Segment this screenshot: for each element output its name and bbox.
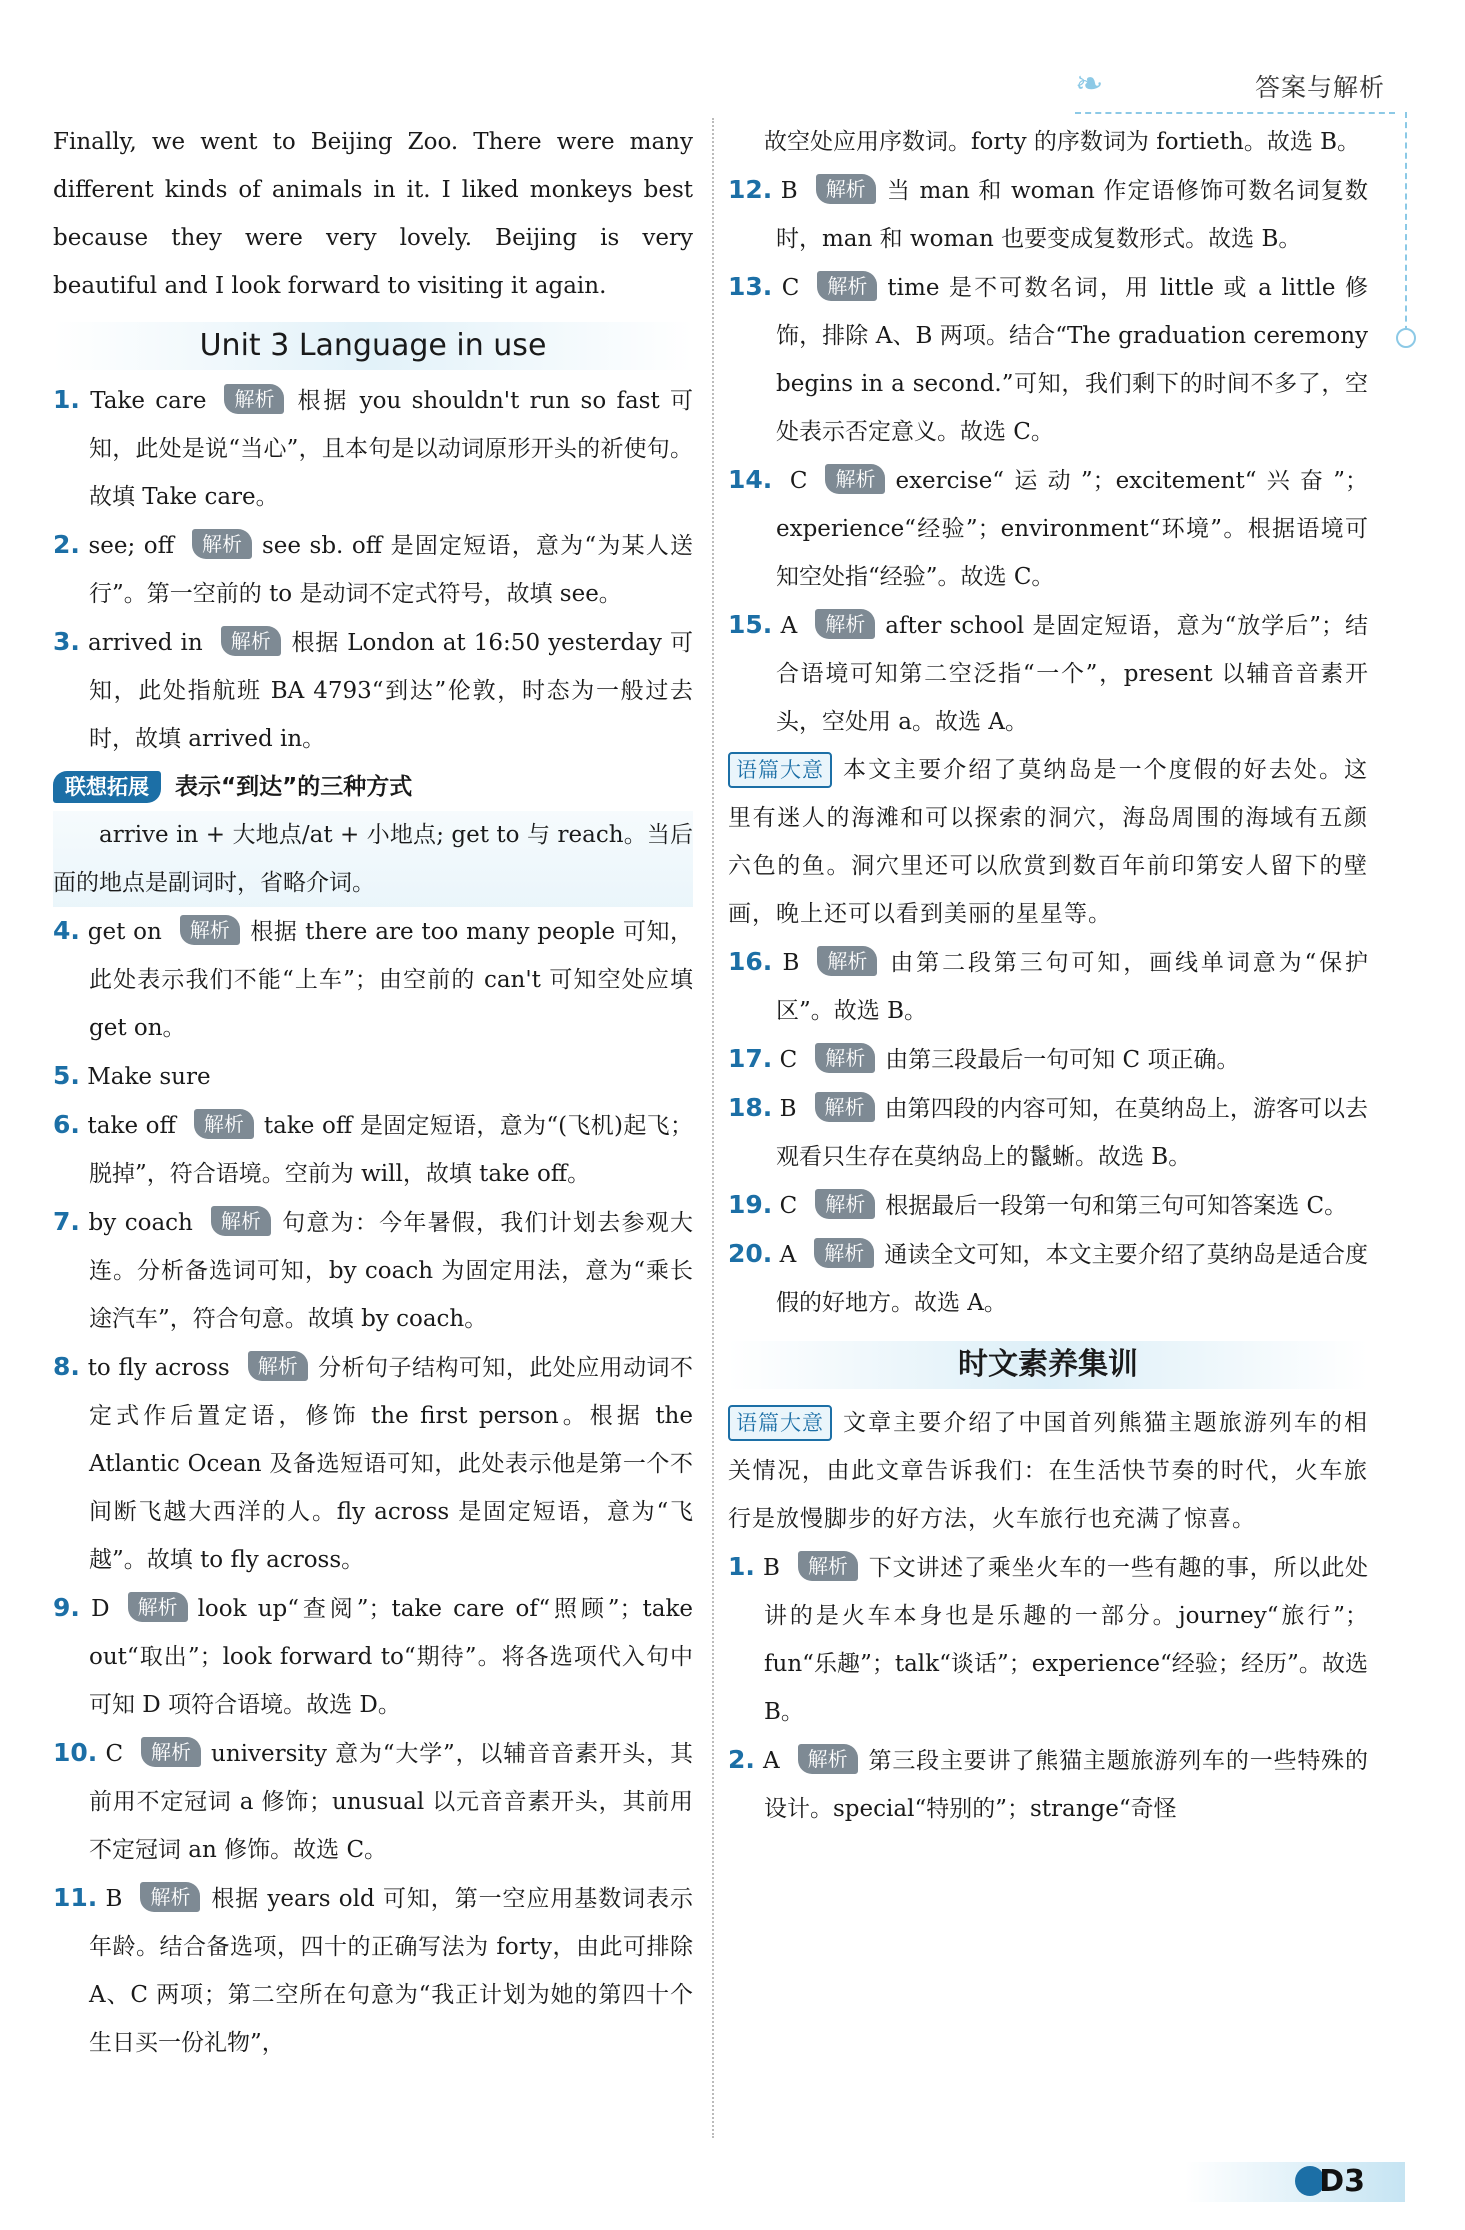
answer-item (728, 1084, 1368, 1181)
item-answer: see; off (88, 533, 174, 559)
item-text: 由第二段第三句可知，画线单词意为“保护区”。故选 B。 (776, 950, 1368, 1024)
left-items (53, 376, 693, 763)
analysis-tag: 解析 (815, 1092, 875, 1122)
item-number: 1. (53, 385, 80, 414)
item-answer: C (781, 275, 800, 301)
answer-item (728, 456, 1368, 601)
right-items (728, 166, 1368, 746)
item-text: 第三段主要讲了熊猫主题旅游列车的一些特殊的设计。special“特别的”；strange“奇怪 (764, 1748, 1369, 1822)
item-text: 根据 London at 16:50 yesterday 可知，此处指航班 BA 4793“到达”伦敦，时态为一般过去时，故填 arrived in。 (89, 630, 694, 752)
analysis-tag: 解析 (180, 915, 240, 945)
item-number: 11. (53, 1883, 98, 1912)
assoc-title: 表示“到达”的三种方式 (175, 774, 413, 800)
left-items-2 (53, 907, 693, 2067)
unit-title: Unit 3 Language in use (53, 322, 693, 370)
answer-item (53, 1101, 693, 1198)
right-items-2 (728, 938, 1368, 1327)
analysis-tag: 解析 (224, 384, 284, 414)
item-answer: C (105, 1741, 124, 1767)
item-number: 1. (728, 1552, 755, 1581)
analysis-tag: 解析 (128, 1592, 188, 1622)
item-text: 分析句子结构可知，此处应用动词不定式作后置定语，修饰 the first person。根据 the Atlantic Ocean 及备选短语可知，此处表示他是第一个不间断飞越大西洋的人。fly across 是固定短语，意为“飞越”。故填 to fly across。 (89, 1355, 694, 1573)
analysis-tag: 解析 (817, 271, 877, 301)
item-number: 8. (53, 1352, 80, 1381)
assoc-header (53, 763, 693, 811)
item-number: 10. (53, 1738, 98, 1767)
item-answer: D (91, 1596, 110, 1622)
summary-text: 本文主要介绍了莫纳岛是一个度假的好去处。这里有迷人的海滩和可以探索的洞穴，海岛周围的海域有五颜六色的鱼。洞穴里还可以欣赏到数百年前印第安人留下的壁画，晚上还可以看到美丽的星星等。 (728, 757, 1368, 927)
bee-doodle-icon: ❧ (1075, 64, 1104, 104)
answer-item (728, 938, 1368, 1035)
binder-line (1405, 112, 1407, 342)
analysis-tag: 解析 (221, 626, 281, 656)
intro-paragraph: Finally, we went to Beijing Zoo. There were many different kinds of animals in it. I liked monkeys best because they were very lovely. Beijing is very beautiful and I look forward to visiting it again. (53, 129, 693, 299)
item-answer: take off (87, 1113, 176, 1139)
item-number: 4. (53, 916, 80, 945)
item-number: 3. (53, 627, 80, 656)
analysis-tag: 解析 (816, 174, 876, 204)
right-items-3 (728, 1543, 1368, 1833)
item-text: 当 man 和 woman 作定语修饰可数名词复数时，man 和 woman 也要变成复数形式。故选 B。 (776, 178, 1368, 252)
analysis-tag: 解析 (141, 1737, 201, 1767)
item-answer: C (779, 1193, 798, 1219)
item-text: university 意为“大学”，以辅音音素开头，其前用不定冠词 a 修饰；unusual 以元音音素开头，其前用不定冠词 an 修饰。故选 C。 (89, 1741, 693, 1863)
analysis-tag: 解析 (194, 1109, 254, 1139)
analysis-tag: 解析 (815, 609, 875, 639)
answer-item (53, 618, 693, 763)
item-answer: get on (87, 919, 162, 945)
summary-1 (728, 746, 1368, 938)
item-number: 7. (53, 1207, 80, 1236)
page-number (1185, 2162, 1405, 2202)
item-text: 根据最后一段第一句和第三句可知答案选 C。 (885, 1193, 1348, 1219)
section-title: 时文素养集训 (728, 1341, 1368, 1389)
column-divider (712, 118, 714, 2138)
answer-item (728, 166, 1368, 263)
answer-item (53, 376, 693, 521)
item-answer: C (789, 468, 808, 494)
item-text: see sb. off 是固定短语，意为“为某人送行”。第一空前的 to 是动词不定式符号，故填 see。 (89, 533, 694, 607)
left-column (53, 118, 693, 2067)
item-number: 2. (53, 530, 80, 559)
answer-item (53, 1343, 693, 1584)
item-answer: C (779, 1047, 798, 1073)
ring-icon (1396, 328, 1416, 348)
item-answer: by coach (88, 1210, 193, 1236)
answer-item (53, 1198, 693, 1343)
item-answer: B (105, 1886, 123, 1912)
answer-item (728, 1181, 1368, 1230)
answer-item (53, 907, 693, 1052)
analysis-tag: 解析 (798, 1744, 858, 1774)
item-number: 9. (53, 1593, 80, 1622)
header-title: 答案与解析 (1254, 73, 1385, 102)
item-text: 句意为：今年暑假，我们计划去参观大连。分析备选词可知，by coach 为固定用法，意为“乘长途汽车”，符合句意。故填 by coach。 (89, 1210, 693, 1332)
item-number: 15. (728, 610, 773, 639)
item-text: 根据 years old 可知，第一空应用基数词表示年龄。结合备选项，四十的正确写法为 forty，由此可排除 A、C 两项；第二空所在句意为“我正计划为她的第四十个生日买一份礼物”， (89, 1886, 693, 2056)
item-answer: Make sure (87, 1064, 211, 1090)
item-number: 18. (728, 1093, 773, 1122)
item-text: 由第三段最后一句可知 C 项正确。 (885, 1047, 1240, 1073)
item-answer: Take care (90, 388, 207, 414)
assoc-badge: 联想拓展 (53, 771, 161, 803)
answer-item (53, 521, 693, 618)
analysis-tag: 解析 (817, 946, 877, 976)
item-text: take off 是固定短语，意为“(飞机)起飞；脱掉”，符合语境。空前为 will，故填 take off。 (89, 1113, 693, 1187)
item-answer: B (779, 1096, 797, 1122)
item-number: 19. (728, 1190, 773, 1219)
item-text: look up“查阅”；take care of“照顾”；take out“取出”；look forward to“期待”。将各选项代入句中可知 D 项符合语境。故选 D。 (89, 1596, 694, 1718)
assoc-body: arrive in + 大地点/at + 小地点; get to 与 reach。当后面的地点是副词时，省略介词。 (53, 811, 693, 907)
item-text: 根据 you shouldn't run so fast 可知，此处是说“当心”，且本句是以动词原形开头的祈使句。故填 Take care。 (89, 388, 693, 510)
analysis-tag: 解析 (248, 1351, 308, 1381)
item-text: 通读全文可知，本文主要介绍了莫纳岛是适合度假的好地方。故选 A。 (776, 1242, 1369, 1316)
analysis-tag: 解析 (211, 1206, 271, 1236)
item-number: 2. (728, 1745, 755, 1774)
item-answer: A (780, 613, 798, 639)
item-number: 6. (53, 1110, 80, 1139)
analysis-tag: 解析 (140, 1882, 200, 1912)
answer-item (728, 1736, 1368, 1833)
answer-item (728, 601, 1368, 746)
summary-badge: 语篇大意 (728, 1405, 832, 1441)
analysis-tag: 解析 (815, 1189, 875, 1219)
item-number: 5. (53, 1061, 80, 1090)
answer-item (728, 263, 1368, 456)
answer-item (53, 1874, 693, 2067)
item-number: 17. (728, 1044, 773, 1073)
right-column (728, 118, 1368, 1833)
summary-badge: 语篇大意 (728, 752, 832, 788)
item-answer: arrived in (88, 630, 203, 656)
summary-text: 文章主要介绍了中国首列熊猫主题旅游列车的相关情况，由此文章告诉我们：在生活快节奏的时代，火车旅行是放慢脚步的好方法，火车旅行也充满了惊喜。 (728, 1410, 1368, 1532)
item-answer: B (780, 178, 798, 204)
item-answer: A (763, 1748, 780, 1774)
item-answer: to fly across (87, 1355, 230, 1381)
analysis-tag: 解析 (814, 1238, 874, 1268)
item-number: 12. (728, 175, 773, 204)
item-answer: B (782, 950, 800, 976)
analysis-tag: 解析 (815, 1043, 875, 1073)
answer-item (728, 1230, 1368, 1327)
header (1075, 60, 1395, 114)
analysis-tag: 解析 (798, 1551, 858, 1581)
summary-2 (728, 1399, 1368, 1543)
answer-item (53, 1584, 693, 1729)
item-answer: A (779, 1242, 797, 1268)
item-text: after school 是固定短语，意为“放学后”；结合语境可知第二空泛指“一个”，present 以辅音音素开头，空处用 a。故选 A。 (776, 613, 1368, 735)
item-answer: B (763, 1555, 780, 1581)
item-text: time 是不可数名词，用 little 或 a little 修饰，排除 A、B 两项。结合“The graduation ceremony begins in a second.”可知，我们剩下的时间不多了，空处表示否定意义。故选 C。 (776, 275, 1368, 445)
item-number: 16. (728, 947, 773, 976)
answer-item (728, 1543, 1368, 1736)
page-label: D3 (1319, 2164, 1365, 2199)
analysis-tag: 解析 (825, 464, 885, 494)
item-text: exercise“运动”；excitement“兴奋”；experience“经验”；environment“环境”。根据语境可知空处指“经验”。故选 C。 (776, 468, 1368, 590)
item-number: 20. (728, 1239, 773, 1268)
item-number: 14. (728, 465, 773, 494)
item-text: 由第四段的内容可知，在莫纳岛上，游客可以去观看只生存在莫纳岛上的鬣蜥。故选 B。 (776, 1096, 1369, 1170)
continued-text: 故空处应用序数词。forty 的序数词为 fortieth。故选 B。 (764, 129, 1361, 155)
answer-item (728, 1035, 1368, 1084)
answer-item (53, 1052, 693, 1101)
analysis-tag: 解析 (192, 529, 252, 559)
answer-item (53, 1729, 693, 1874)
item-text: 根据 there are too many people 可知，此处表示我们不能“上车”；由空前的 can't 可知空处应填 get on。 (89, 919, 693, 1041)
item-number: 13. (728, 272, 773, 301)
item-text: 下文讲述了乘坐火车的一些有趣的事，所以此处讲的是火车本身也是乐趣的一部分。journey“旅行”；fun“乐趣”；talk“谈话”；experience“经验；经历”。故选 B。 (764, 1555, 1368, 1725)
